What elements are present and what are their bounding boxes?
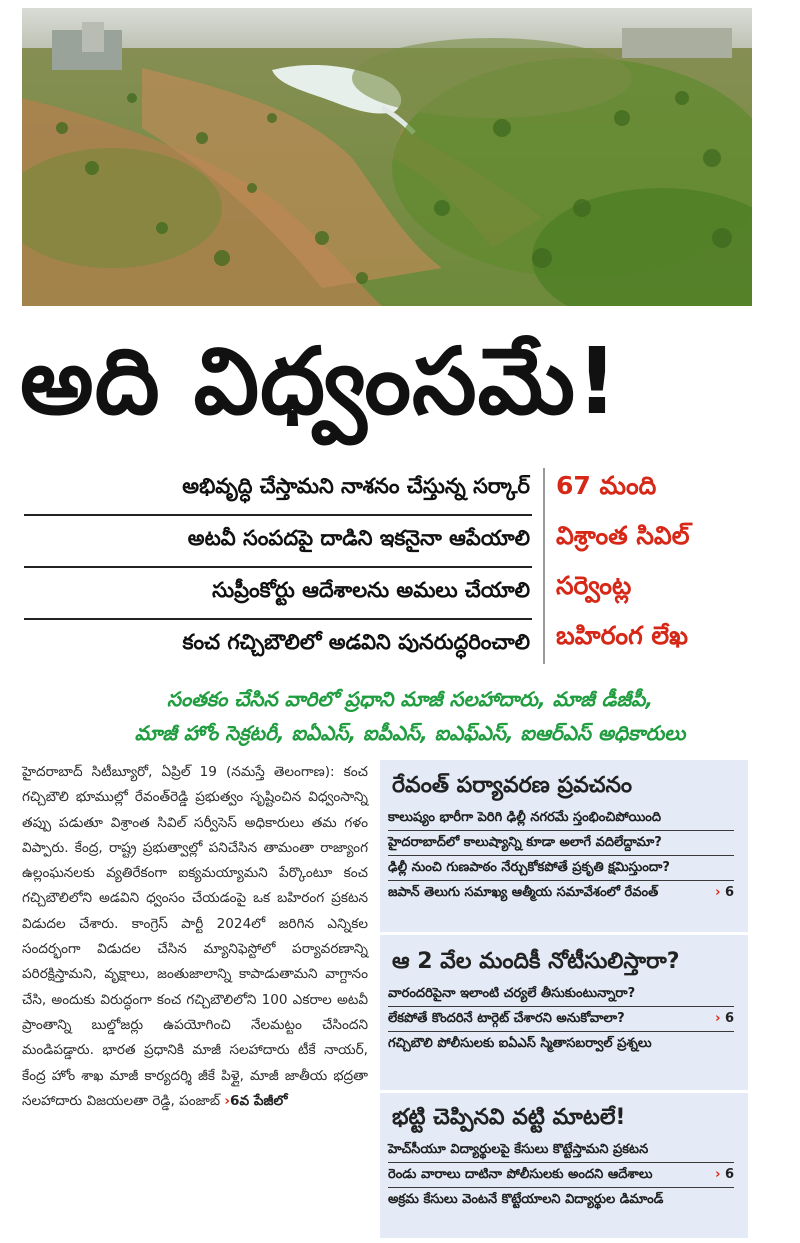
continued-arrow-icon: › [224, 1092, 231, 1109]
related-story-item: హెచ్‌సీయూ విద్యార్థులపై కేసులు కొట్టేస్తామని ప్రకటన [388, 1138, 734, 1163]
page-number: 6 [724, 1167, 734, 1182]
deck-line: అటవీ సంపదపై దాడిని ఇకనైనా ఆపేయాలి [24, 516, 532, 568]
related-story-item-text: లేకపోతే కొందరినే టార్గెట్ చేశారని అనుకోవాలా? [388, 1011, 625, 1026]
page-number: 6 [724, 1011, 734, 1026]
related-story-item: వారందరిపైనా ఇలాంటి చర్యలే తీసుకుంటున్నారా? [388, 982, 734, 1007]
related-story-item: ఢిల్లీ నుంచి గుణపాఠం నేర్చుకోకపోతే ప్రకృతి క్షమిస్తుందా? [388, 856, 734, 881]
vertical-divider [543, 468, 545, 664]
signatories-subdeck [40, 682, 780, 750]
headline: అది విధ్వంసమే! [20, 328, 619, 435]
related-story [380, 942, 748, 1056]
side-deck-line: 67 మంది [556, 471, 657, 500]
related-story-item: గచ్చిబౌలి పోలీసులకు ఐఏఎస్ స్మితాసబర్వాల్ ప్రశ్నలు [388, 1036, 652, 1051]
deck-line: అభివృద్ధి చేస్తామని నాశనం చేస్తున్న సర్కార్ [24, 464, 532, 516]
related-stories-box [380, 760, 748, 1238]
page-ref[interactable] [715, 1007, 734, 1031]
page-number: 6 [724, 885, 734, 900]
article-text: హైదరాబాద్ సిటీబ్యూరో, ఏప్రిల్ 19 (నమస్తే తెలంగాణ): కంచ గచ్చిబౌలి భూముల్లో రేవంత్‌రెడ్డి ప్రభుత్వం సృష్టించిన విధ్వంసాన్ని తప్పు పడుతూ విశ్రాంత సివిల్ సర్వీసెస్ అధికారులు తమ గళం విప్పారు. కేంద్ర, రాష్ట్ర ప్రభుత్వాల్లో పనిచేసిన తామంతా రాజ్యాంగ ఉల్లంఘనలకు వ్యతిరేకంగా ఐక్యమయ్యామని పేర్కొంటూ కంచ గచ్చిబౌలిలోని అడవిని ధ్వంసం చేయడంపై ఒక బహిరంగ ప్రకటన విడుదల చేశారు. కాంగ్రెస్ పార్టీ 2024లో జరిగిన ఎన్నికల సందర్భంగా విడుదల చేసిన మ్యానిఫెస్టోలో పర్యావరణాన్ని పరిరక్షిస్తామని, వృక్షాలు, జంతుజాలాన్ని కాపాడుతామని వాగ్దానం చేసి, అందుకు విరుద్ధంగా కంచ గచ్చిబౌలిలోని 100 ఎకరాల అటవీ ప్రాంతాన్ని బుల్డోజర్లు ఉపయోగించి నేలమట్టం చేసిందని మండిపడ్డారు. భారత ప్రధానికి మాజీ సలహాదారు టీకే నాయర్, కేంద్ర హోం శాఖ మాజీ కార్యదర్శి జీకే పిళ్లై, మాజీ జాతీయ భద్రతా సలహాదారు విజయలతా రెడ్డి, పంజాబ్ [22, 764, 368, 1109]
related-story-item [388, 1163, 734, 1188]
forest-aerial-photo [22, 8, 752, 306]
related-story-item [388, 881, 734, 905]
related-story-item [388, 1007, 734, 1032]
related-story-title: రేవంత్ పర్యావరణ ప్రవచనం [392, 773, 633, 798]
page-ref[interactable] [715, 881, 734, 905]
deck-line: సుప్రీంకోర్టు ఆదేశాలను అమలు చేయాలి [24, 568, 532, 620]
continued-on-page[interactable]: 6వ పేజీలో [230, 1092, 288, 1109]
page-ref[interactable] [715, 1163, 734, 1187]
side-deck [556, 464, 786, 664]
deck-list [24, 464, 532, 670]
related-story [380, 1098, 748, 1212]
page-arrow-icon: › [715, 1011, 725, 1026]
related-story-item: అక్రమ కేసులు వెంటనే కొట్టేయాలని విద్యార్థుల డిమాండ్ [388, 1192, 664, 1207]
section-separator [380, 932, 748, 935]
side-deck-line: బహిరంగ లేఖ [556, 621, 688, 650]
related-story-item-text: జపాన్ తెలుగు సమాఖ్య ఆత్మీయ సమావేశంలో రేవంత్ [388, 885, 659, 900]
section-separator [380, 1090, 748, 1093]
related-story-title: ఆ 2 వేల మందికీ నోటీసులిస్తారా? [392, 949, 680, 974]
related-story [380, 766, 748, 905]
deck-line: కంచ గచ్చిబౌలిలో అడవిని పునరుద్ధరించాలి [182, 630, 530, 654]
related-story-item: కాలుష్యం భారీగా పెరిగి ఢిల్లీ నగరమే స్తంభించిపోయింది [388, 806, 734, 831]
subdeck-line: మాజీ హోం సెక్రటరీ, ఐఏఎస్, ఐపీఎస్, ఐఎఫ్ఎస్, ఐఆర్ఎస్ అధికారులు [134, 721, 686, 745]
side-deck-line: సర్వెంట్ల [556, 571, 632, 600]
related-story-item-text: రెండు వారాలు దాటినా పోలీసులకు అందని ఆదేశాలు [388, 1167, 653, 1182]
subdeck-line: సంతకం చేసిన వారిలో ప్రధాని మాజీ సలహాదారు, మాజీ డీజీపీ, [167, 687, 653, 711]
side-deck-line: విశ్రాంత సివిల్ [556, 521, 690, 550]
article-body [22, 760, 368, 1114]
related-story-item: హైదరాబాద్‌లో కాలుష్యాన్ని కూడా అలాగే వదిలేద్దామా? [388, 831, 734, 856]
page-arrow-icon: › [715, 1167, 725, 1182]
page-arrow-icon: › [715, 885, 725, 900]
related-story-title: భట్టి చెప్పినవి వట్టి మాటలే! [392, 1105, 626, 1130]
